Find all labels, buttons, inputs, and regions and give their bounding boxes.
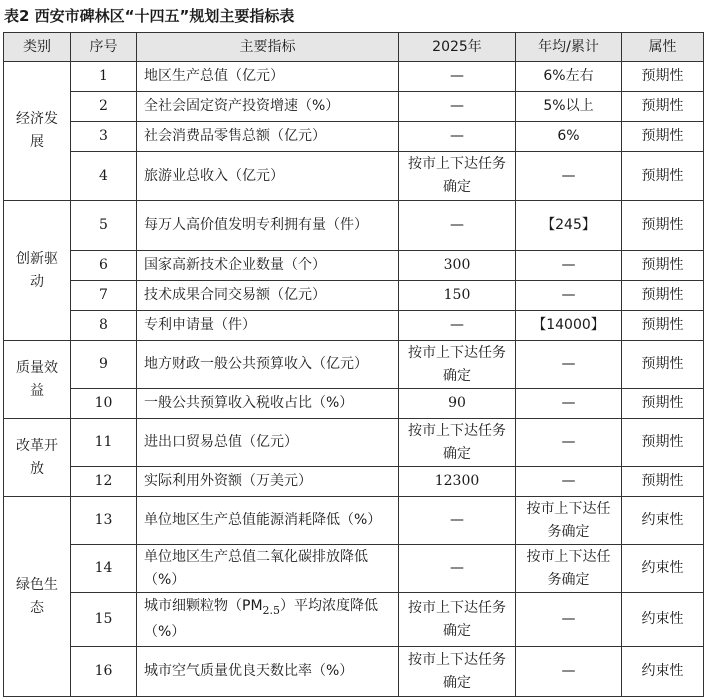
annual-average: —	[516, 419, 622, 467]
annual-average: —	[516, 251, 622, 281]
row-number: 13	[71, 497, 137, 545]
attribute: 预期性	[622, 201, 704, 251]
category-economy: 经济发展	[4, 62, 71, 201]
row-number: 3	[71, 122, 137, 152]
target-2025: —	[399, 201, 516, 251]
row-number: 1	[71, 62, 137, 92]
row-number: 16	[71, 647, 137, 697]
indicator-name: 旅游业总收入（亿元）	[137, 152, 399, 201]
target-2025: —	[399, 497, 516, 545]
row-number: 2	[71, 92, 137, 122]
annual-average: —	[516, 281, 622, 311]
indicator-name: 全社会固定资产投资增速（%）	[137, 92, 399, 122]
row-number: 10	[71, 389, 137, 419]
row-number: 6	[71, 251, 137, 281]
category-innovation: 创新驱动	[4, 201, 71, 341]
annual-average: —	[516, 593, 622, 647]
annual-average: 5%以上	[516, 92, 622, 122]
attribute: 预期性	[622, 467, 704, 497]
indicator-name: 单位地区生产总值能源消耗降低（%）	[137, 497, 399, 545]
row-number: 15	[71, 593, 137, 647]
target-2025: 按市上下达任务确定	[399, 419, 516, 467]
row-number: 5	[71, 201, 137, 251]
indicator-name: 单位地区生产总值二氧化碳排放降低（%）	[137, 545, 399, 593]
attribute: 约束性	[622, 593, 704, 647]
target-2025: 12300	[399, 467, 516, 497]
row-number: 9	[71, 341, 137, 389]
category-reform: 改革开放	[4, 419, 71, 497]
annual-average: 【245】	[516, 201, 622, 251]
annual-average: —	[516, 647, 622, 697]
annual-average: 按市上下达任务确定	[516, 497, 622, 545]
indicator-table	[3, 32, 704, 697]
attribute: 预期性	[622, 419, 704, 467]
table-title: 表2 西安市碑林区“十四五”规划主要指标表	[4, 7, 295, 25]
indicator-name: 一般公共预算收入税收占比（%）	[137, 389, 399, 419]
indicator-name: 实际利用外资额（万美元）	[137, 467, 399, 497]
indicator-name: 社会消费品零售总额（亿元）	[137, 122, 399, 152]
indicator-name-pre: 城市细颗粒物（PM	[144, 597, 263, 614]
target-2025: —	[399, 122, 516, 152]
target-2025: —	[399, 62, 516, 92]
header-average: 年均/累计	[516, 33, 622, 62]
attribute: 预期性	[622, 62, 704, 92]
header-row	[4, 33, 704, 62]
table-row	[4, 467, 704, 497]
row-number: 12	[71, 467, 137, 497]
target-2025: 按市上下达任务确定	[399, 341, 516, 389]
table-row	[4, 152, 704, 201]
indicator-name: 地区生产总值（亿元）	[137, 62, 399, 92]
row-number: 14	[71, 545, 137, 593]
annual-average: 【14000】	[516, 311, 622, 341]
attribute: 预期性	[622, 122, 704, 152]
indicator-name: 城市空气质量优良天数比率（%）	[137, 647, 399, 697]
header-attribute: 属性	[622, 33, 704, 62]
attribute: 预期性	[622, 251, 704, 281]
table-row	[4, 92, 704, 122]
table-row	[4, 122, 704, 152]
table-row	[4, 419, 704, 467]
header-number: 序号	[71, 33, 137, 62]
row-number: 7	[71, 281, 137, 311]
table-row	[4, 341, 704, 389]
annual-average: —	[516, 467, 622, 497]
target-2025: 150	[399, 281, 516, 311]
attribute: 预期性	[622, 281, 704, 311]
attribute: 约束性	[622, 545, 704, 593]
annual-average: 6%	[516, 122, 622, 152]
target-2025: —	[399, 545, 516, 593]
row-number: 4	[71, 152, 137, 201]
table-row	[4, 497, 704, 545]
header-category: 类别	[4, 33, 71, 62]
category-green: 绿色生态	[4, 497, 71, 697]
header-target-2025: 2025年	[399, 33, 516, 62]
indicator-name	[137, 593, 399, 647]
attribute: 预期性	[622, 311, 704, 341]
target-2025: 300	[399, 251, 516, 281]
table-row	[4, 647, 704, 697]
indicator-name: 每万人高价值发明专利拥有量（件）	[137, 201, 399, 251]
table-row	[4, 593, 704, 647]
annual-average: —	[516, 152, 622, 201]
annual-average: 按市上下达任务确定	[516, 545, 622, 593]
indicator-name: 地方财政一般公共预算收入（亿元）	[137, 341, 399, 389]
table-row	[4, 62, 704, 92]
table-row	[4, 545, 704, 593]
attribute: 预期性	[622, 152, 704, 201]
indicator-name: 专利申请量（件）	[137, 311, 399, 341]
attribute: 约束性	[622, 647, 704, 697]
indicator-name: 国家高新技术企业数量（个）	[137, 251, 399, 281]
attribute: 预期性	[622, 92, 704, 122]
attribute: 预期性	[622, 389, 704, 419]
table-row	[4, 281, 704, 311]
pm-subscript: 2.5	[262, 603, 281, 617]
target-2025: 按市上下达任务确定	[399, 152, 516, 201]
target-2025: —	[399, 92, 516, 122]
table-row	[4, 201, 704, 251]
annual-average: —	[516, 341, 622, 389]
indicator-name-post: ）平均浓度降低（%）	[144, 597, 379, 641]
target-2025: 按市上下达任务确定	[399, 647, 516, 697]
category-quality: 质量效益	[4, 341, 71, 419]
indicator-name: 技术成果合同交易额（亿元）	[137, 281, 399, 311]
header-indicator: 主要指标	[137, 33, 399, 62]
target-2025: —	[399, 311, 516, 341]
table-row	[4, 311, 704, 341]
annual-average: 6%左右	[516, 62, 622, 92]
row-number: 8	[71, 311, 137, 341]
indicator-name: 进出口贸易总值（亿元）	[137, 419, 399, 467]
table-row	[4, 389, 704, 419]
target-2025: 按市上下达任务确定	[399, 593, 516, 647]
table-row	[4, 251, 704, 281]
row-number: 11	[71, 419, 137, 467]
attribute: 预期性	[622, 341, 704, 389]
attribute: 约束性	[622, 497, 704, 545]
annual-average: —	[516, 389, 622, 419]
target-2025: 90	[399, 389, 516, 419]
